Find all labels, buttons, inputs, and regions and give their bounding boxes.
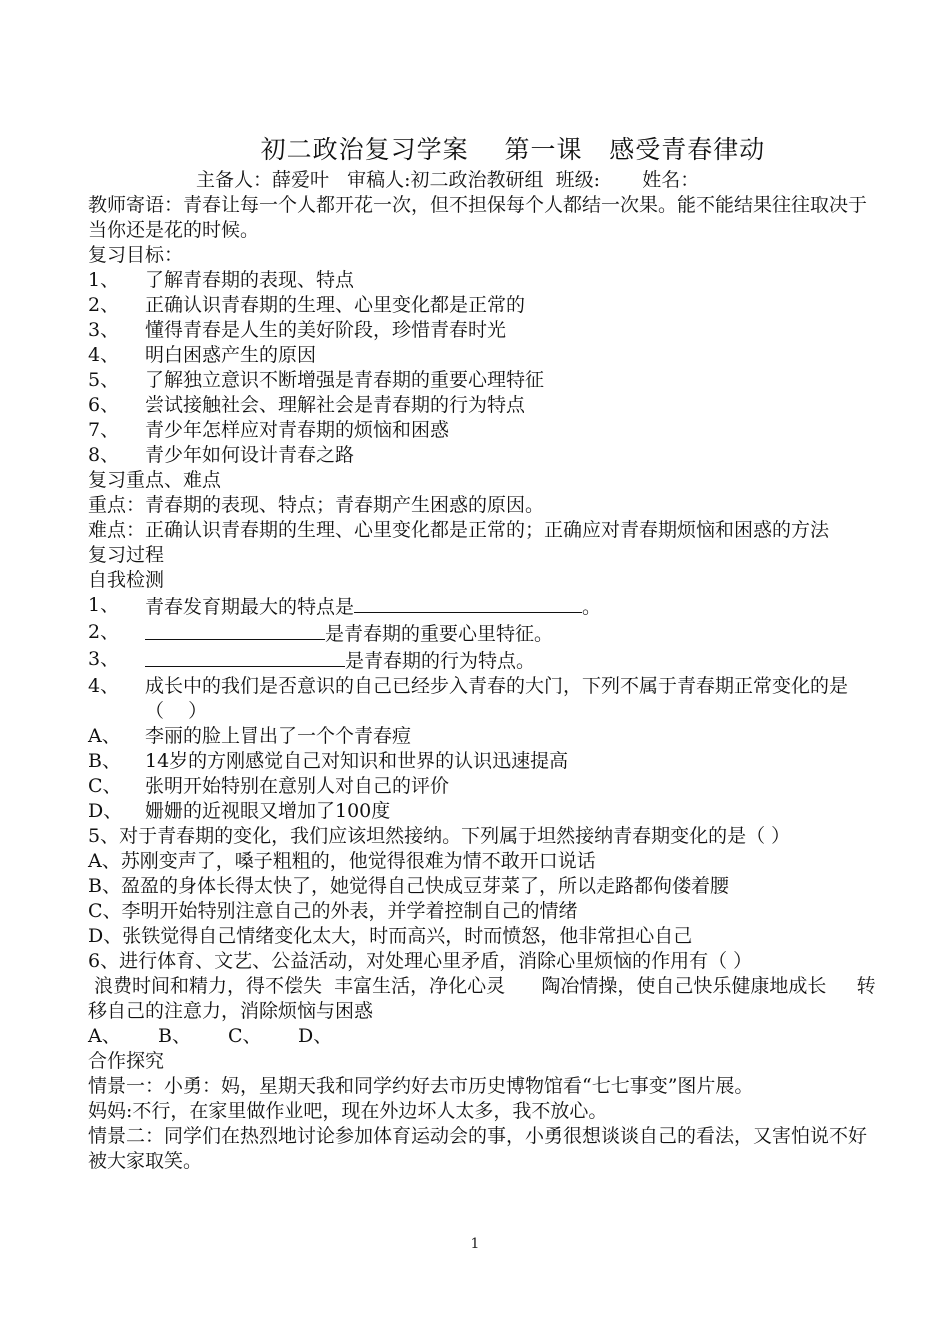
difficult-point: 难点：正确认识青春期的生理、心里变化都是正常的；正确应对青春期烦恼和困惑的方法: [88, 519, 830, 541]
answer-blank[interactable]: [145, 647, 345, 667]
process-heading: 复习过程: [88, 544, 165, 566]
scene-2: 情景二：同学们在热烈地讨论参加体育运动会的事，小勇很想谈谈自己的看法，又害怕说不好被大家取笑。: [88, 1125, 868, 1172]
key-heading: 复习重点、难点: [88, 469, 222, 491]
goal-item: 7、 青少年怎样应对青春期的烦恼和困惑: [88, 419, 450, 441]
question-6-statements: 浪费时间和精力，得不偿失 丰富生活，净化心灵 陶冶情操，使自己快乐健康地成长 转移自己的注意力，消除烦恼与困惑: [88, 975, 876, 1022]
author-line: 主备人：薛爱叶 审稿人:初二政治教研组 班级: 姓名：: [196, 169, 700, 191]
option-item: D、张铁觉得自己情绪变化太大，时而高兴，时而愤怒，他非常担心自己: [88, 925, 693, 947]
scene-1: 情景一：小勇：妈，星期天我和同学约好去市历史博物馆看“七七事变”图片展。: [88, 1075, 754, 1097]
goals-heading: 复习目标：: [88, 244, 184, 266]
goal-item: 1、 了解青春期的表现、特点: [88, 269, 355, 291]
document-body: [88, 132, 885, 1174]
question-6: 6、进行体育、文艺、公益活动，对处理心里矛盾，消除心里烦恼的作用有（ ）: [88, 950, 753, 972]
question-6-options: [88, 1024, 878, 1049]
goal-item: 3、 懂得青春是人生的美好阶段，珍惜青春时光: [88, 319, 507, 341]
option-item: C、: [228, 1025, 262, 1047]
option-item: A、: [88, 1025, 121, 1047]
question-1: 1、 青春发育期最大的特点是 。: [88, 594, 602, 618]
goals-list: [88, 268, 878, 468]
goal-item: 6、 尝试接触社会、理解社会是青春期的行为特点: [88, 394, 526, 416]
option-item: B、 14岁的方刚感觉自己对知识和世界的认识迅速提高: [88, 750, 569, 772]
question-5: 5、对于青春期的变化，我们应该坦然接纳。下列属于坦然接纳青春期变化的是（ ）: [88, 825, 791, 847]
teacher-note: 教师寄语：青春让每一个人都开花一次，但不担保每个人都结一次果。能不能结果往往取决于当你还是花的时候。: [88, 194, 868, 241]
option-item: A、苏刚变声了，嗓子粗粗的，他觉得很难为情不敢开口说话: [88, 850, 596, 872]
goal-item: 4、 明白困惑产生的原因: [88, 344, 317, 366]
question-4-options: [88, 724, 878, 824]
option-item: D、 姗姗的近视眼又增加了100度: [88, 800, 391, 822]
page-number: 1: [470, 1236, 480, 1252]
option-item: A、 李丽的脸上冒出了一个个青春痘: [88, 725, 412, 747]
question-4: 4、 成长中的我们是否意识的自己已经步入青春的大门，下列不属于青春期正常变化的是 （ ）: [88, 675, 885, 722]
scene-1-reply: 妈妈:不行，在家里做作业吧，现在外边坏人太多，我不放心。: [88, 1100, 608, 1122]
option-item: B、: [158, 1025, 191, 1047]
option-item: C、 张明开始特别在意别人对自己的评价: [88, 775, 450, 797]
question-3: 3、 是青春期的行为特点。: [88, 648, 536, 672]
question-2: 2、 是青春期的重要心里特征。: [88, 621, 554, 645]
self-check-heading: 自我检测: [88, 569, 165, 591]
answer-blank[interactable]: [354, 593, 582, 613]
coop-heading: 合作探究: [88, 1050, 165, 1072]
goal-item: 2、 正确认识青春期的生理、心里变化都是正常的: [88, 294, 526, 316]
page-title: 初二政治复习学案 第一课 感受青春律动: [260, 135, 766, 164]
option-item: D、: [298, 1025, 333, 1047]
option-item: B、盈盈的身体长得太快了，她觉得自己快成豆芽菜了，所以走路都佝偻着腰: [88, 875, 729, 897]
goal-item: 5、 了解独立意识不断增强是青春期的重要心理特征: [88, 369, 545, 391]
key-point: 重点：青春期的表现、特点；青春期产生困惑的原因。: [88, 494, 545, 516]
goal-item: 8、 青少年如何设计青春之路: [88, 444, 355, 466]
answer-blank[interactable]: [145, 620, 325, 640]
option-item: C、李明开始特别注意自己的外表，并学着控制自己的情绪: [88, 900, 578, 922]
